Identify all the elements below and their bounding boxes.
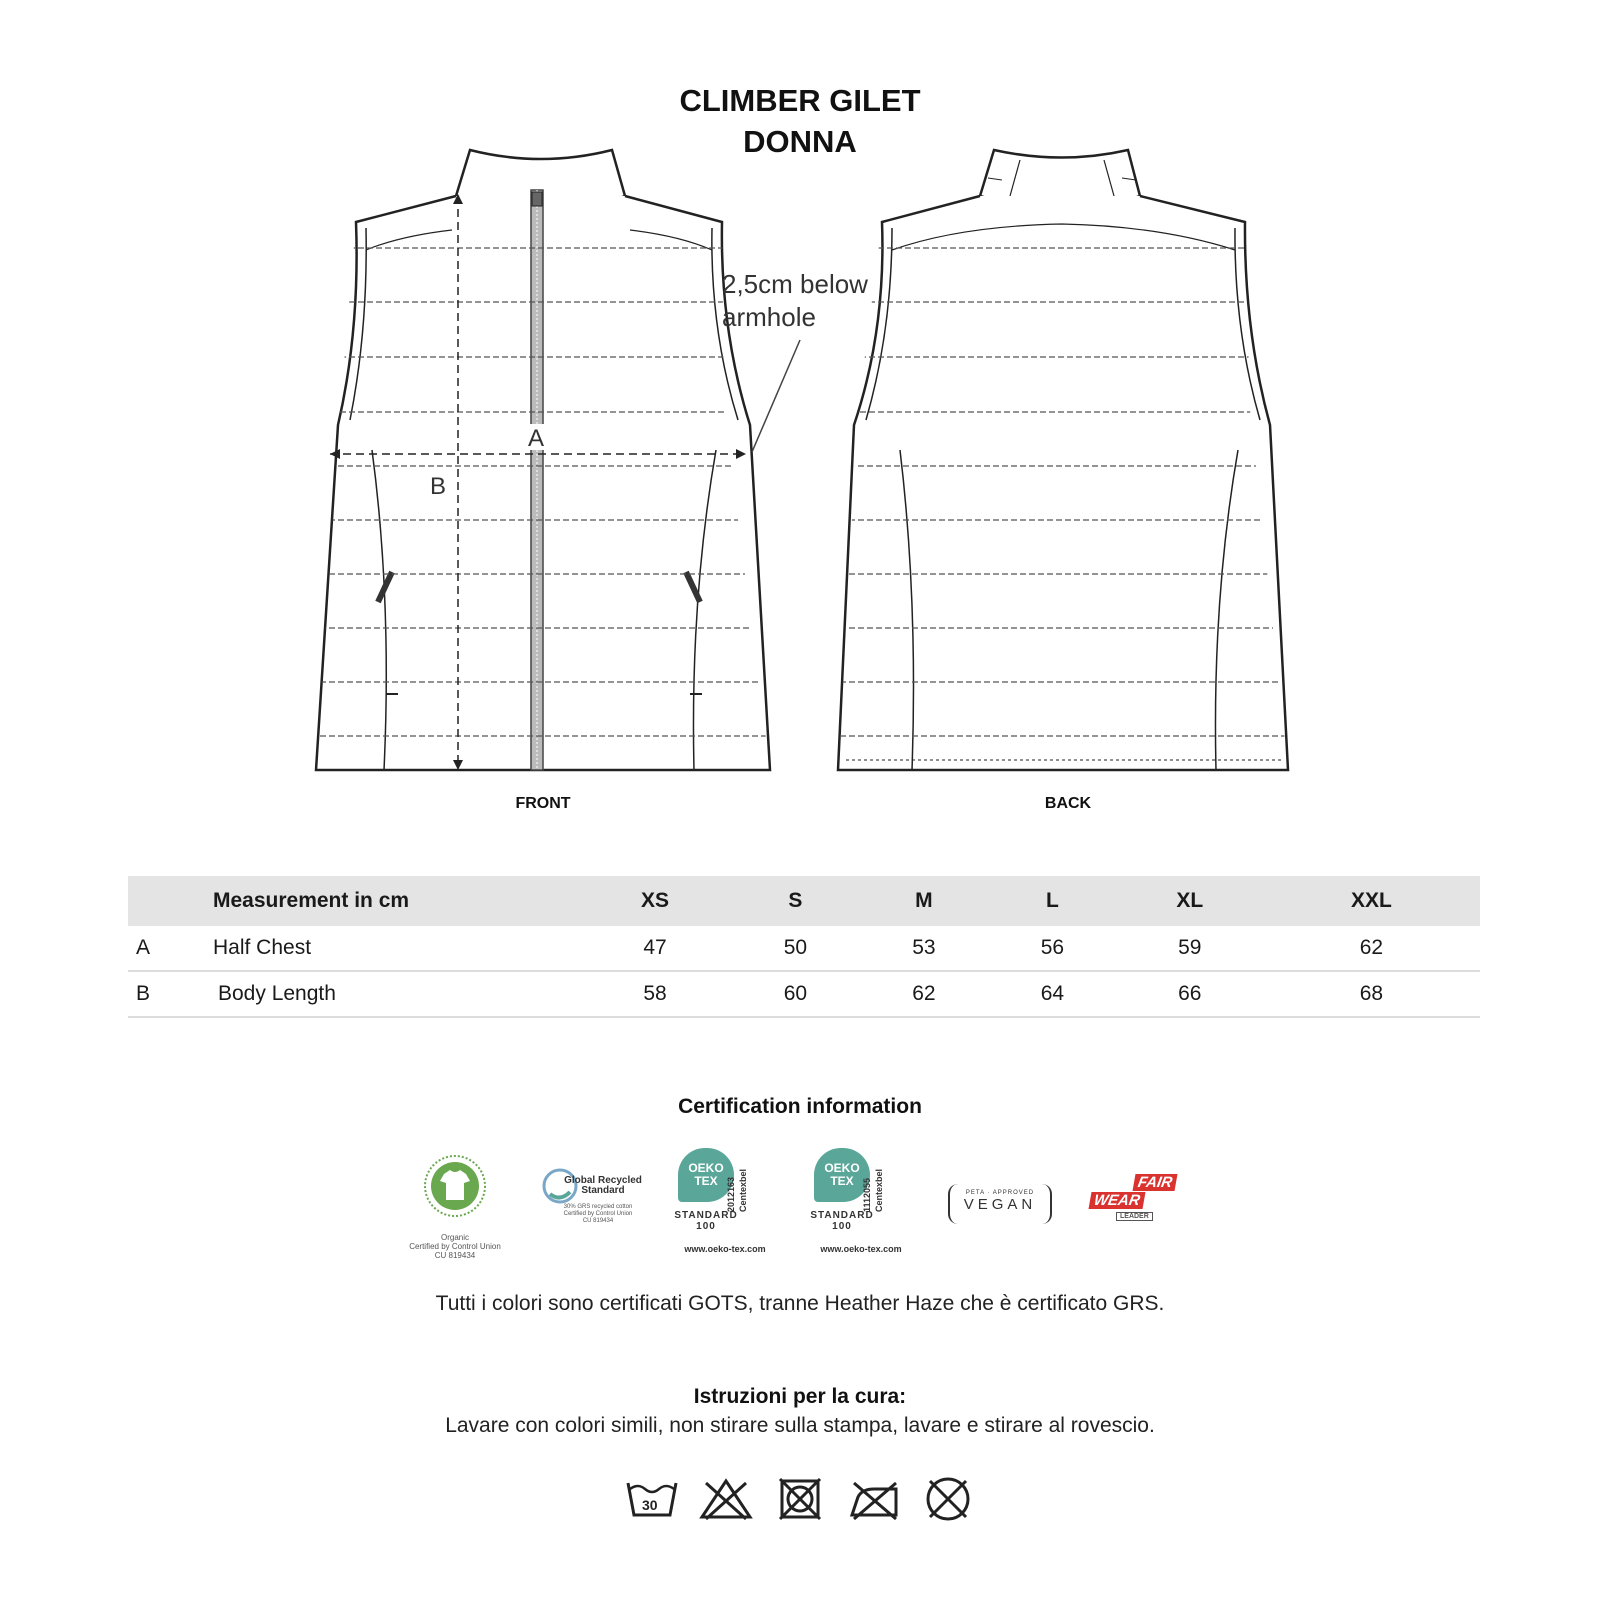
fair-wear-word-3: LEADER (1116, 1212, 1153, 1221)
header-size-xl: XL (1117, 876, 1263, 926)
fair-wear-word-2: WEAR (1089, 1192, 1146, 1209)
no-dry-clean-icon (920, 1475, 976, 1523)
wash-temp: 30 (642, 1497, 658, 1513)
size-table-header-row (128, 876, 1480, 926)
wash-30-icon (624, 1475, 680, 1523)
oeko-number: 2012163 (726, 1176, 736, 1212)
no-iron-icon (846, 1475, 902, 1523)
armhole-note-line-2: armhole (722, 302, 816, 332)
oeko-number: 1112055 (862, 1177, 872, 1212)
header-size-s: S (731, 876, 860, 926)
size-chart-table (128, 876, 1480, 1018)
fair-wear-word-1: FAIR (1133, 1174, 1178, 1191)
certification-note: Tutti i colori sono certificati GOTS, tranne Heather Haze che è certificato GRS. (435, 1292, 1165, 1315)
certification-heading: Certification information (678, 1095, 922, 1118)
row-code: A (128, 926, 207, 971)
garment-drawings (0, 140, 1600, 840)
back-view (838, 150, 1288, 770)
oeko-url: www.oeko-tex.com (684, 1244, 766, 1254)
grs-logo (538, 1162, 648, 1242)
back-label: BACK (1044, 795, 1092, 812)
table-cell: 62 (860, 971, 989, 1017)
armhole-note-line-1: 2,5cm below (722, 269, 868, 299)
no-bleach-icon (698, 1475, 754, 1523)
gots-shirt-icon (400, 1148, 510, 1228)
front-label: FRONT (515, 795, 571, 812)
row-name: Half Chest (207, 926, 579, 971)
table-row (128, 971, 1480, 1017)
gots-caption-3: CU 819434 (434, 1251, 476, 1260)
header-size-m: M (860, 876, 989, 926)
no-tumble-dry-icon (772, 1475, 828, 1523)
title-line-2: DONNA (743, 124, 857, 159)
header-spacer (128, 876, 207, 926)
oeko-tex-logo-1 (674, 1148, 788, 1258)
oeko-standard: STANDARD 100 (674, 1210, 738, 1232)
oeko-badge: OEKO TEX (678, 1148, 734, 1202)
care-text: Lavare con colori simili, non stirare sulla stampa, lavare e stirare al rovescio. (445, 1414, 1155, 1437)
table-cell: 59 (1117, 926, 1263, 971)
grs-caption-3: CU 819434 (582, 1218, 614, 1224)
oeko-url: www.oeko-tex.com (820, 1244, 902, 1254)
table-cell: 53 (860, 926, 989, 971)
table-cell: 60 (731, 971, 860, 1017)
fair-wear-logo (1084, 1170, 1184, 1230)
title-line-1: CLIMBER GILET (679, 83, 921, 118)
header-measurement-label: Measurement in cm (207, 876, 579, 926)
oeko-lab: Centexbel (738, 1168, 748, 1212)
table-cell: 47 (579, 926, 731, 971)
row-name: Body Length (207, 971, 579, 1017)
gots-logo (400, 1148, 510, 1258)
vegan-approved: PETA · APPROVED (965, 1190, 1035, 1196)
grs-name: Global Recycled Standard (564, 1175, 642, 1196)
table-cell: 58 (579, 971, 731, 1017)
vegan-word: VEGAN (963, 1196, 1037, 1213)
table-cell: 68 (1263, 971, 1480, 1017)
back-body-outline (838, 196, 1288, 770)
table-cell: 56 (988, 926, 1117, 971)
row-code: B (128, 971, 207, 1017)
marker-a: A (528, 425, 545, 452)
oeko-tex-logo-2 (810, 1148, 924, 1258)
care-heading: Istruzioni per la cura: (693, 1385, 907, 1408)
peta-vegan-logo (948, 1184, 1052, 1224)
gots-caption-2: Certified by Control Union (409, 1242, 501, 1251)
front-view (316, 150, 800, 770)
gots-caption-1: Organic (440, 1233, 469, 1242)
table-cell: 64 (988, 971, 1117, 1017)
grs-caption-2: Certified by Control Union (563, 1211, 633, 1217)
header-size-l: L (988, 876, 1117, 926)
table-cell: 66 (1117, 971, 1263, 1017)
header-size-xxl: XXL (1263, 876, 1480, 926)
marker-b: B (430, 473, 447, 500)
header-size-xs: XS (579, 876, 731, 926)
oeko-lab: Centexbel (874, 1168, 884, 1212)
grs-caption-1: 30% GRS recycled cotton (563, 1204, 633, 1210)
table-cell: 62 (1263, 926, 1480, 971)
oeko-badge: OEKO TEX (814, 1148, 870, 1202)
oeko-standard: STANDARD 100 (810, 1210, 874, 1232)
table-cell: 50 (731, 926, 860, 971)
table-row (128, 926, 1480, 971)
